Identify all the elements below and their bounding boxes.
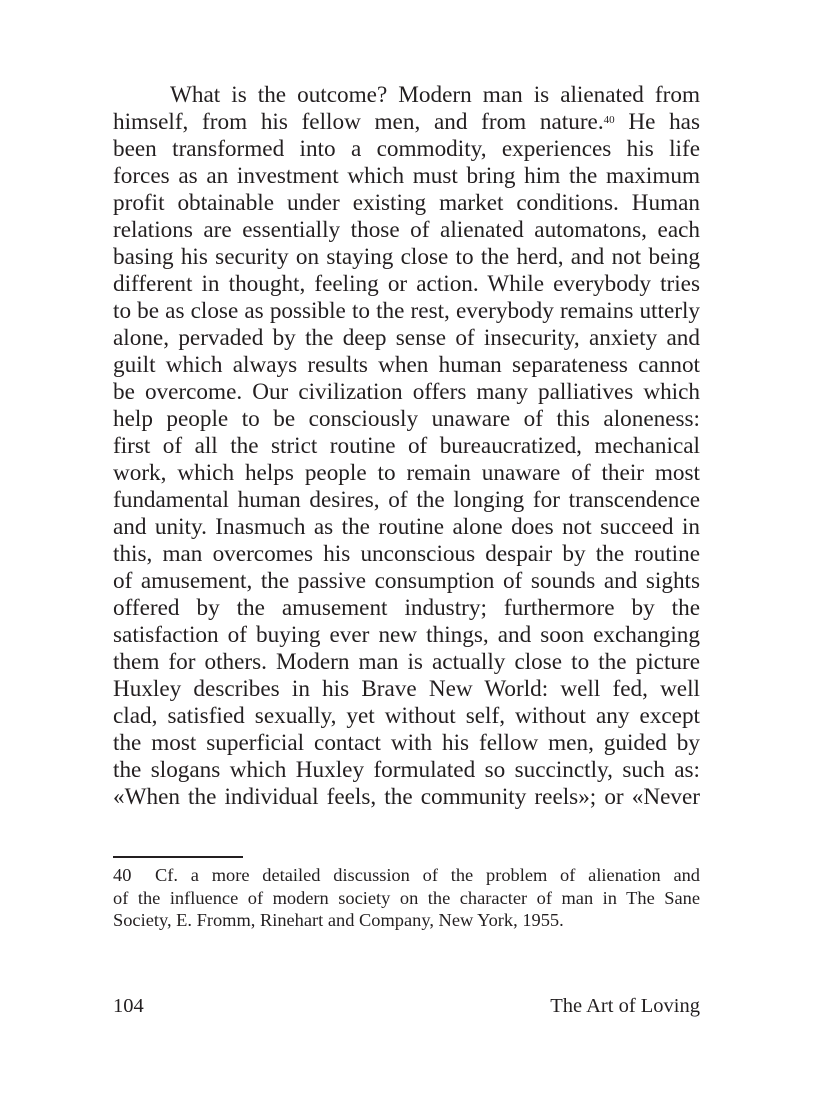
text-line: Huxley describes in his Brave New World: well fed, well [113, 676, 700, 702]
page-footer [113, 993, 700, 1019]
text-segment: He has [614, 109, 700, 135]
text-line: satisfaction of buying ever new things, and soon exchanging [113, 622, 700, 648]
footnote-line: of the influence of modern society on the character of man in The Sane [113, 887, 700, 908]
text-line: and unity. Inasmuch as the routine alone does not succeed in [113, 514, 700, 540]
text-line: be overcome. Our civilization offers many palliatives which [113, 379, 700, 405]
text-line: forces as an investment which must bring him the maximum [113, 163, 700, 189]
footnote-text: Cf. a more detailed discussion of the problem of alienation and [155, 865, 700, 885]
text-line: to be as close as possible to the rest, everybody remains utterly [113, 298, 700, 324]
text-segment: himself, from his fellow men, and from nature. [113, 109, 604, 135]
running-title: The Art of Loving [550, 995, 700, 1017]
footnote [113, 864, 700, 932]
text-line: first of all the strict routine of bureaucratized, mechanical [113, 433, 700, 459]
footnote-separator-rule [113, 856, 243, 858]
text-line: this, man overcomes his unconscious despair by the routine [113, 541, 700, 567]
text-line: guilt which always results when human separateness cannot [113, 352, 700, 378]
text-line: work, which helps people to remain unaware of their most [113, 460, 700, 486]
text-line: help people to be consciously unaware of this aloneness: [113, 406, 700, 432]
footnote-reference[interactable]: 40 [603, 114, 615, 126]
text-line: profit obtainable under existing market conditions. Human [113, 190, 700, 216]
text-line: relations are essentially those of alienated automatons, each [113, 217, 700, 243]
footnote-line [113, 864, 700, 887]
footnote-line: Society, E. Fromm, Rinehart and Company, New York, 1955. [113, 910, 564, 930]
text-line: of amusement, the passive consumption of sounds and sights [113, 568, 700, 594]
body-paragraph [113, 82, 700, 811]
text-line: them for others. Modern man is actually close to the picture [113, 649, 700, 675]
text-line: clad, satisfied sexually, yet without self, without any except [113, 703, 700, 729]
text-line: been transformed into a commodity, experiences his life [113, 136, 700, 162]
text-line: What is the outcome? Modern man is alienated from [170, 82, 700, 108]
text-line: alone, pervaded by the deep sense of insecurity, anxiety and [113, 325, 700, 351]
text-line: basing his security on staying close to the herd, and not being [113, 244, 700, 270]
text-line: the slogans which Huxley formulated so succinctly, such as: [113, 757, 700, 783]
page-number: 104 [113, 995, 144, 1017]
text-line-with-footnote-ref [113, 109, 700, 136]
text-line: different in thought, feeling or action. While everybody tries [113, 271, 700, 297]
text-line: the most superficial contact with his fellow men, guided by [113, 730, 700, 756]
text-line: «When the individual feels, the community reels»; or «Never [113, 784, 700, 810]
footnote-number: 40 [113, 865, 132, 885]
text-line: fundamental human desires, of the longing for transcendence [113, 487, 700, 513]
text-line: offered by the amusement industry; furthermore by the [113, 595, 700, 621]
